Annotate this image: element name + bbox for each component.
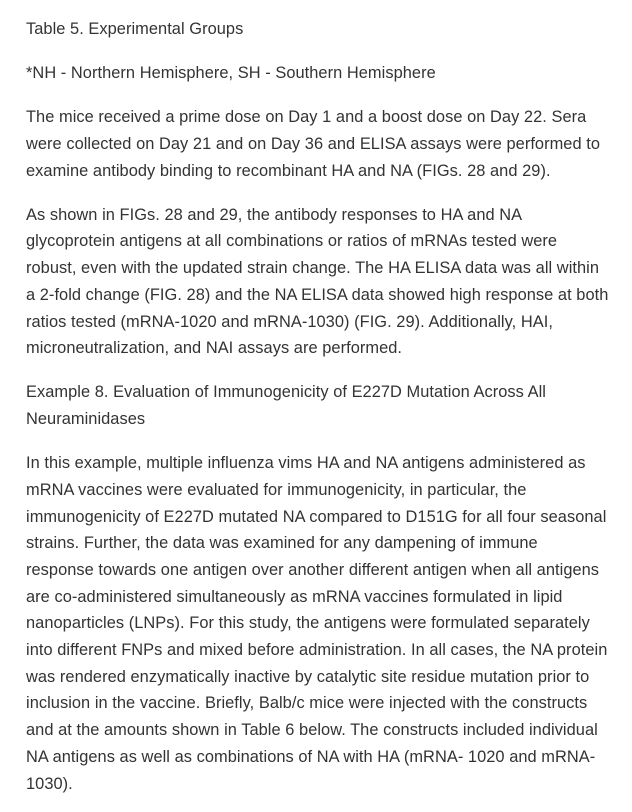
paragraph-dosing: The mice received a prime dose on Day 1 and a boost dose on Day 22. Sera were collected on Day 21 and on Day 36 and ELISA assays were performed to examine antibody binding to recombinant HA and NA (FIGs. 28 and 29). — [26, 108, 601, 180]
paragraph-example-8: In this example, multiple influenza vims HA and NA antigens administered as mRNA vaccines were evaluated for immunogenicity, in particular, the immunogenicity of E227D mutated NA compared to D151G for all four seasonal strains. Further, the data was examined for any dampening of immune response towards one antigen over another different antigen when all antigens are co-administered simultaneously as mRNA vaccines formulated in lipid nanoparticles (LNPs). For this study, the antigens were formulated separately into different FNPs and mixed before administration. In all cases, the NA protein was rendered enzymatically inactive by catalytic site residue mutation prior to inclusion in the vaccine. Briefly, Balb/c mice were injected with the constructs and at the amounts shown in Table 6 below. The constructs included individual NA antigens as well as combinations of NA with HA (mRNA- 1020 and mRNA- 1030). — [26, 454, 608, 793]
table-caption: Table 5. Experimental Groups — [26, 20, 244, 38]
example-heading: Example 8. Evaluation of Immunogenicity of E227D Mutation Across All Neuraminidases — [26, 383, 546, 428]
paragraph-results: As shown in FIGs. 28 and 29, the antibody responses to HA and NA glycoprotein antigens at all combinations or ratios of mRNAs tested were robust, even with the updated strain change. The HA ELISA data was all within a 2-fold change (FIG. 28) and the NA ELISA data showed high response at both ratios tested (mRNA-1020 and mRNA-1030) (FIG. 29). Additionally, HAI, microneutralization, and NAI assays are performed. — [26, 205, 609, 358]
document-body — [26, 16, 610, 797]
table-footnote: *NH - Northern Hemisphere, SH - Southern Hemisphere — [26, 64, 436, 83]
